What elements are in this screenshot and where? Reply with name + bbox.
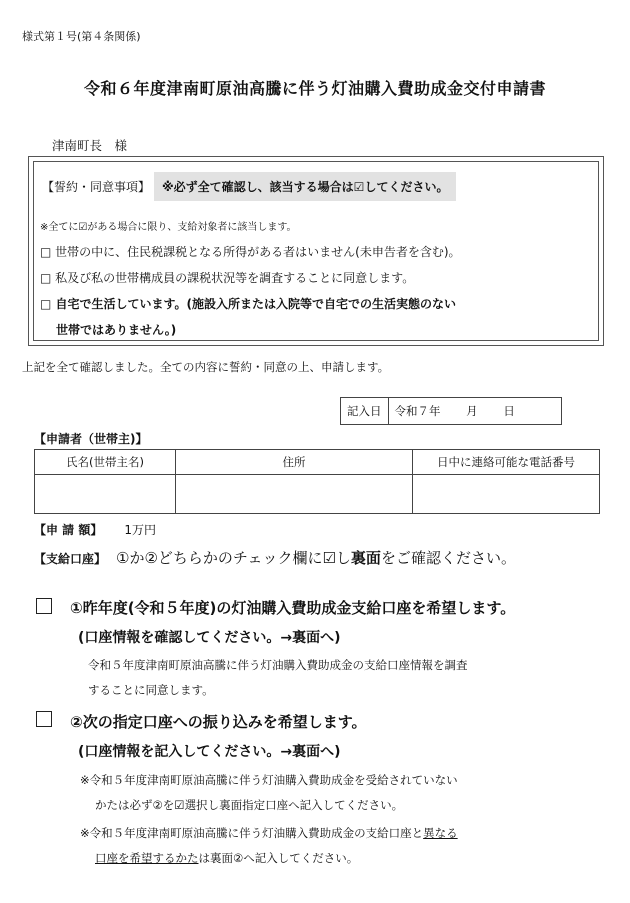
payment-row <box>34 547 516 568</box>
option1-checkbox[interactable] <box>36 598 52 614</box>
pledge-item-3-cont: 世帯ではありません。) <box>56 323 177 337</box>
pledge-item-1[interactable]: □ 世帯の中に、住民税課税となる所得がある者はいません(未申告者を含む)。 <box>40 245 461 259</box>
option1-note-line2: することに同意します。 <box>88 683 214 697</box>
form-number: 様式第１号(第４条関係) <box>22 30 141 43</box>
name-header: 氏名(世帯主名) <box>35 450 176 475</box>
name-input[interactable] <box>35 475 176 514</box>
date-day: 日 <box>503 404 515 418</box>
amount-value: 1万円 <box>124 523 156 537</box>
pledge-box-inner <box>33 161 599 341</box>
pledge-label: 【誓約・同意事項】 <box>42 180 151 194</box>
amount-row <box>34 521 156 538</box>
option1-note-line1: 令和５年度津南町原油高騰に伴う灯油購入費助成金の支給口座情報を調査 <box>88 658 468 672</box>
option2-note2-line2 <box>95 850 358 866</box>
payment-text-before: ①か②どちらかのチェック欄に☑し <box>116 549 351 567</box>
option2-note2-text-a: ※令和５年度津南町原油高騰に伴う灯油購入費助成金の支給口座と <box>80 826 424 840</box>
payment-label: 【支給口座】 <box>34 552 107 566</box>
payment-text-after: をご確認ください。 <box>380 549 516 567</box>
amount-label: 【申 請 額】 <box>34 523 103 537</box>
option2-title: ②次の指定口座への振り込みを希望します。 <box>70 713 367 731</box>
option2-note2-text-b: は裏面②へ記入してください。 <box>198 851 359 865</box>
option1-subtitle: (口座情報を確認してください。→裏面へ) <box>78 630 341 646</box>
pledge-item-2[interactable]: □ 私及び私の世帯構成員の課税状況等を調査することに同意します。 <box>40 271 415 285</box>
option2-note1-line2: かたは必ず②を☑選択し裏面指定口座へ記入してください。 <box>95 798 404 812</box>
page-title: 令和６年度津南町原油高騰に伴う灯油購入費助成金交付申請書 <box>83 79 546 98</box>
pledge-note: ※全てに☑がある場合に限り、支給対象者に該当します。 <box>40 222 297 233</box>
option2-note2-line1 <box>80 825 458 841</box>
phone-input[interactable] <box>413 475 600 514</box>
applicant-label: 【申請者（世帯主)】 <box>34 432 148 446</box>
option2-note1-line1: ※令和５年度津南町原油高騰に伴う灯油購入費助成金を受給されていない <box>80 773 458 787</box>
applicant-table <box>34 449 600 514</box>
option2-note2-underlined-a: 異なる <box>423 826 458 840</box>
option2-note2-underlined-b: 口座を希望するかた <box>95 851 199 865</box>
pledge-item-3[interactable]: □ 自宅で生活しています。(施設入所または入院等で自宅での生活実態のない <box>40 297 457 311</box>
date-era: 令和７年 <box>394 404 441 418</box>
option2-checkbox[interactable] <box>36 711 52 727</box>
option1-title: ①昨年度(令和５年度)の灯油購入費助成金支給口座を希望します。 <box>70 599 516 617</box>
date-table <box>340 397 562 425</box>
phone-header: 日中に連絡可能な電話番号 <box>413 450 600 475</box>
date-label: 記入日 <box>341 398 389 425</box>
confirmation-text: 上記を全て確認しました。全ての内容に誓約・同意の上、申請します。 <box>22 360 390 374</box>
pledge-heading <box>40 172 456 201</box>
pledge-box <box>28 156 604 346</box>
pledge-instruction: ※必ず全て確認し、該当する場合は☑してください。 <box>154 172 456 201</box>
address-input[interactable] <box>176 475 413 514</box>
date-field[interactable] <box>388 398 561 425</box>
payment-text-bold: 裏面 <box>350 549 381 567</box>
addressee: 津南町長 様 <box>52 138 128 153</box>
address-header: 住所 <box>176 450 413 475</box>
option2-subtitle: (口座情報を記入してください。→裏面へ) <box>78 744 341 760</box>
date-month: 月 <box>466 404 478 418</box>
